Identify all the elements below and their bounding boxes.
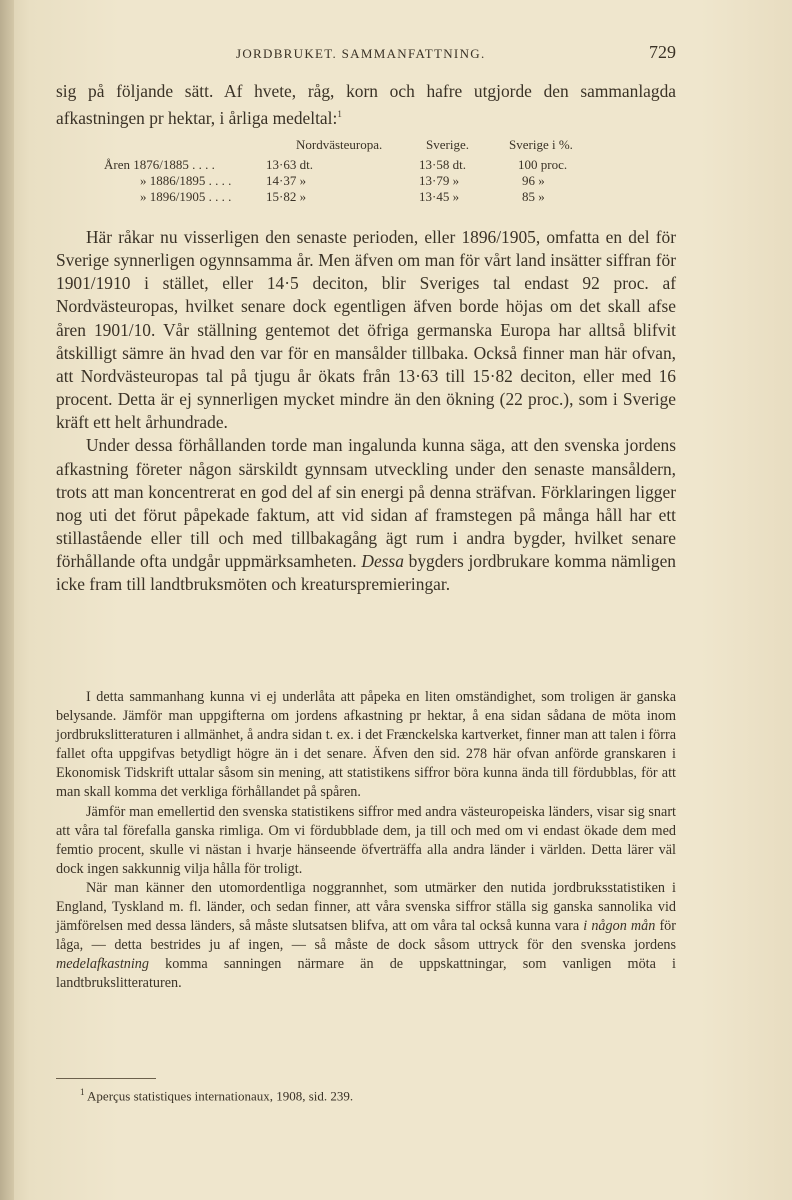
footnote-divider: [56, 1078, 156, 1079]
main-body: [56, 226, 676, 597]
paragraph-text: bygders jordbrukare komma nämligen icke fram till landtbruksmöten och kreaturspremieringar.: [56, 551, 676, 595]
footnote-ref: 1: [337, 109, 342, 120]
table-header: Sverige i %.: [509, 137, 573, 152]
footnote-text: Aperçus statistiques internationaux, 1908, sid. 239.: [87, 1088, 354, 1104]
cell-se: 13·58 dt.: [419, 157, 466, 172]
paragraph: [56, 434, 676, 596]
italic-phrase: medelafkastning: [56, 956, 149, 973]
footnote-mark: 1: [80, 1087, 85, 1097]
intro-text: sig på följande sätt. Af hvete, råg, korn och hafre utgjorde den sammanlagda afkastningen pr hektar, i årliga medeltal:: [56, 81, 676, 128]
row-label: Åren 1876/1885 . . . .: [104, 157, 215, 172]
text-run: komma sanningen närmare än de uppskattningar, som vanligen möta i landtbrukslitteraturen.: [56, 956, 676, 992]
table-row: [56, 188, 676, 204]
table-row: [56, 172, 676, 188]
text-run: När man känner den utomordentliga noggrannhet, som utmärker den nutida jordbruksstatistiken i England, Tyskland m. fl. länder, och sedan finner, att våra svenska siffror ställa sig ganska sannolika vid jämförelsen med dessa länders, så måste slutsatsen blifva, att om våra tal också kunna vara: [56, 879, 676, 935]
table-header: Sverige.: [426, 137, 469, 152]
cell-nw: 14·37 »: [266, 173, 307, 188]
cell-pct: 96 »: [522, 173, 545, 188]
book-binding: [0, 0, 14, 1200]
table-header-row: [56, 136, 676, 156]
table-row: [56, 156, 676, 172]
cell-pct: 100 proc.: [518, 157, 568, 172]
small-paragraph: I detta sammanhang kunna vi ej underlåta att påpeka en liten omständighet, som troligen är ganska belysande. Jämför man uppgifterna om jordens afkastning pr hektar, å ena sidan sådana de möta inom jordbrukslitteraturen i allmänhet, å andra sidan t. ex. i det Frænckelska kartverket, finner man att talen i förra fallet ofta uppgifvas betydligt högre än i det senare. Äfven den sid. 278 här ofvan anförde granskaren i Ekonomisk Tidskrift uttalar såsom sin mening, att statistikens siffror böra kunna ända till fördubblas, för att man skall komma det verkliga förhållandet på spåren.: [56, 689, 676, 801]
small-paragraph: Jämför man emellertid den svenska statistikens siffror med andra västeuropeiska länders, visar sig snart att våra tal förefalla ganska rimliga. Om vi fördubblade dem, ja till och med om vi endast ökade dem med femtio procent, skulle vi nästan i hvarje hänseende öfverträffa alla andra länder i världen. Detta lärer väl dock ingen sakkunnig vilja hålla för troligt.: [56, 803, 676, 877]
paragraph-text: Under dessa förhållanden torde man ingalunda kunna säga, att den svenska jordens afkastning företer någon särskildt gynnsam utveckling under den senaste mansåldern, trots att man koncentrerat en god del af sin energi på denna sträfvan. Förklaringen ligger nog uti det förut påpekade faktum, att vid sidan af framstegen på många håll har ett stillastående eller till och med tillbakagång ägt rum i andra bygder, hvilket senare förhållande ofta undgår uppmärksamheten.: [56, 435, 676, 572]
table-header: Nordvästeuropa.: [296, 137, 383, 152]
yield-table: [56, 136, 676, 204]
text-run: för låga, — detta bestrides ju af ingen, — så måste de dock såsom uttryck för den svenska jordens: [56, 918, 676, 954]
cell-pct: 85 »: [522, 189, 545, 204]
cell-nw: 15·82 »: [266, 189, 307, 204]
cell-nw: 13·63 dt.: [266, 157, 313, 172]
italic-phrase: i någon mån: [583, 918, 656, 935]
italic-word: Dessa: [361, 551, 404, 572]
row-label: » 1886/1895 . . . .: [140, 173, 232, 188]
cell-se: 13·79 »: [419, 173, 460, 188]
small-print-section: [56, 688, 676, 994]
row-label: » 1896/1905 . . . .: [140, 189, 232, 204]
running-title: JORDBRUKET. SAMMANFATTNING.: [236, 46, 486, 61]
small-paragraph: [56, 879, 676, 994]
footnote: [80, 1084, 640, 1104]
page-number: 729: [649, 42, 676, 62]
cell-se: 13·45 »: [419, 189, 460, 204]
page-header: [56, 42, 676, 66]
paragraph: Här råkar nu visserligen den senaste perioden, eller 1896/1905, omfatta en del för Sverige synnerligen ogynnsamma år. Men äfven om man för vårt land insätter siffran för 1901/1910 i stället, eller 14·5 deciton, blir Sveriges tal endast 92 proc. af Nordvästeuropas, hvilket senare dock egentligen äfven borde höjas om det skall afse åren 1901/10. Vår ställning gentemot det öfriga germanska Europa har alltså blifvit åtskilligt sämre än hvad den var för en mansålder tillbaka. Också finner man här ofvan, att Nordvästeuropas tal på tjugu år ökats från 13·63 till 15·82 deciton, eller med 16 procent. Detta är ej synnerligen mycket mindre än den ökning (22 proc.), som i Sverige kräft ett helt århundrade.: [56, 227, 676, 433]
intro-paragraph: [56, 80, 676, 130]
